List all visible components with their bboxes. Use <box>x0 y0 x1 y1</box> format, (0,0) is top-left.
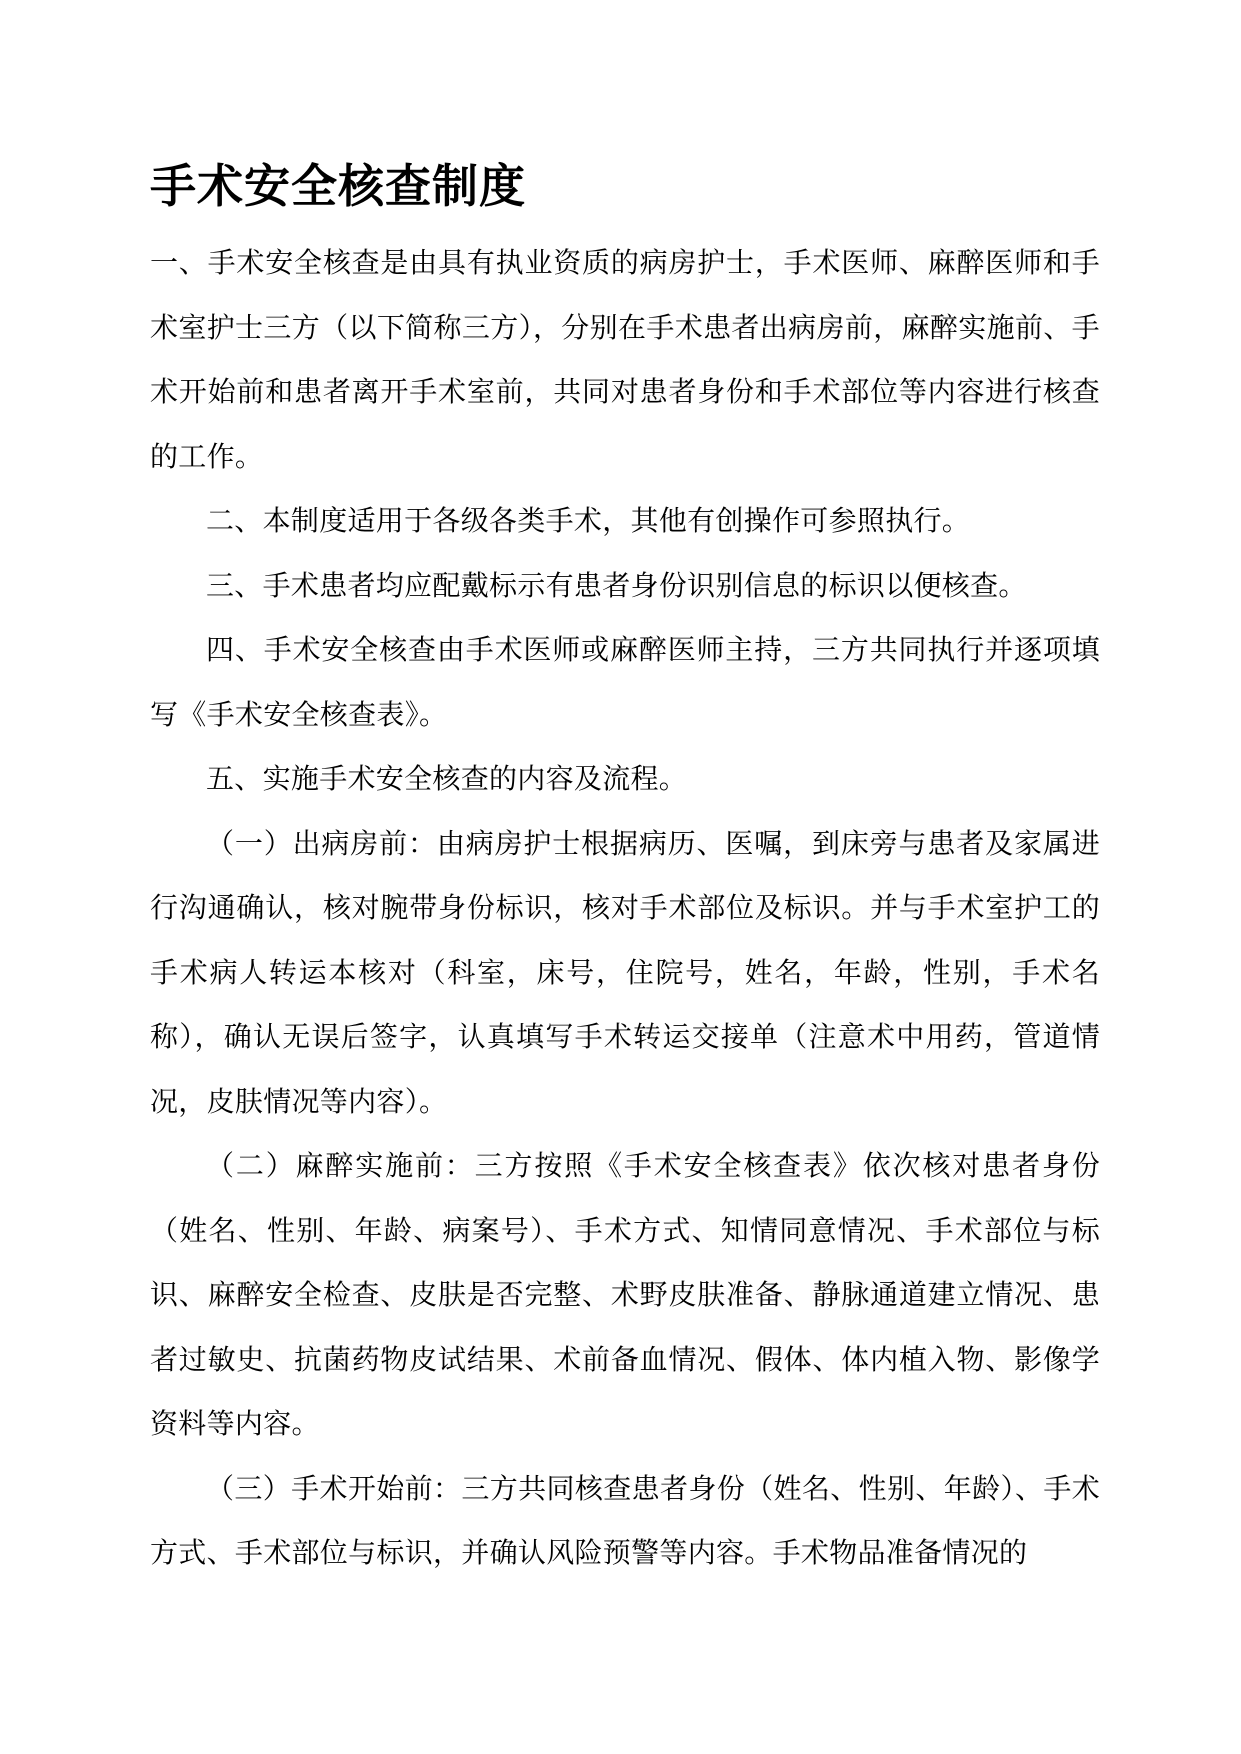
paragraph-1: 一、手术安全核查是由具有执业资质的病房护士，手术医师、麻醉医师和手术室护士三方（以下简称三方），分别在手术患者出病房前，麻醉实施前、手术开始前和患者离开手术室前，共同对患者身份和手术部位等内容进行核查的工作。 <box>150 246 1100 473</box>
paragraph-2: 二、本制度适用于各级各类手术，其他有创操作可参照执行。 <box>206 504 971 537</box>
document-title: 手术安全核查制度 <box>150 159 526 213</box>
paragraph-4: 四、手术安全核查由手术医师或麻醉医师主持，三方共同执行并逐项填写《手术安全核查表》。 <box>150 633 1100 731</box>
paragraph-3: 三、手术患者均应配戴标示有患者身份识别信息的标识以便核查。 <box>206 568 1027 602</box>
paragraph-6: （一）出病房前：由病房护士根据病历、医嘱，到床旁与患者及家属进行沟通确认，核对腕带身份标识，核对手术部位及标识。并与手术室护工的手术病人转运本核对（科室，床号，住院号，姓名，年龄，性别，手术名称），确认无误后签字，认真填写手术转运交接单（注意术中用药，管道情况，皮肤情况等内容）。 <box>150 826 1100 1118</box>
paragraph-8: （三）手术开始前：三方共同核查患者身份（姓名、性别、年龄）、手术方式、手术部位与标识，并确认风险预警等内容。手术物品准备情况的 <box>150 1471 1100 1569</box>
document-body <box>150 155 1100 1586</box>
paragraph-5: 五、实施手术安全核查的内容及流程。 <box>206 762 688 795</box>
paragraph-7: （二）麻醉实施前：三方按照《手术安全核查表》依次核对患者身份（姓名、性别、年龄、病案号）、手术方式、知情同意情况、手术部位与标识、麻醉安全检查、皮肤是否完整、术野皮肤准备、静脉通道建立情况、患者过敏史、抗菌药物皮试结果、术前备血情况、假体、体内植入物、影像学资料等内容。 <box>150 1149 1100 1440</box>
